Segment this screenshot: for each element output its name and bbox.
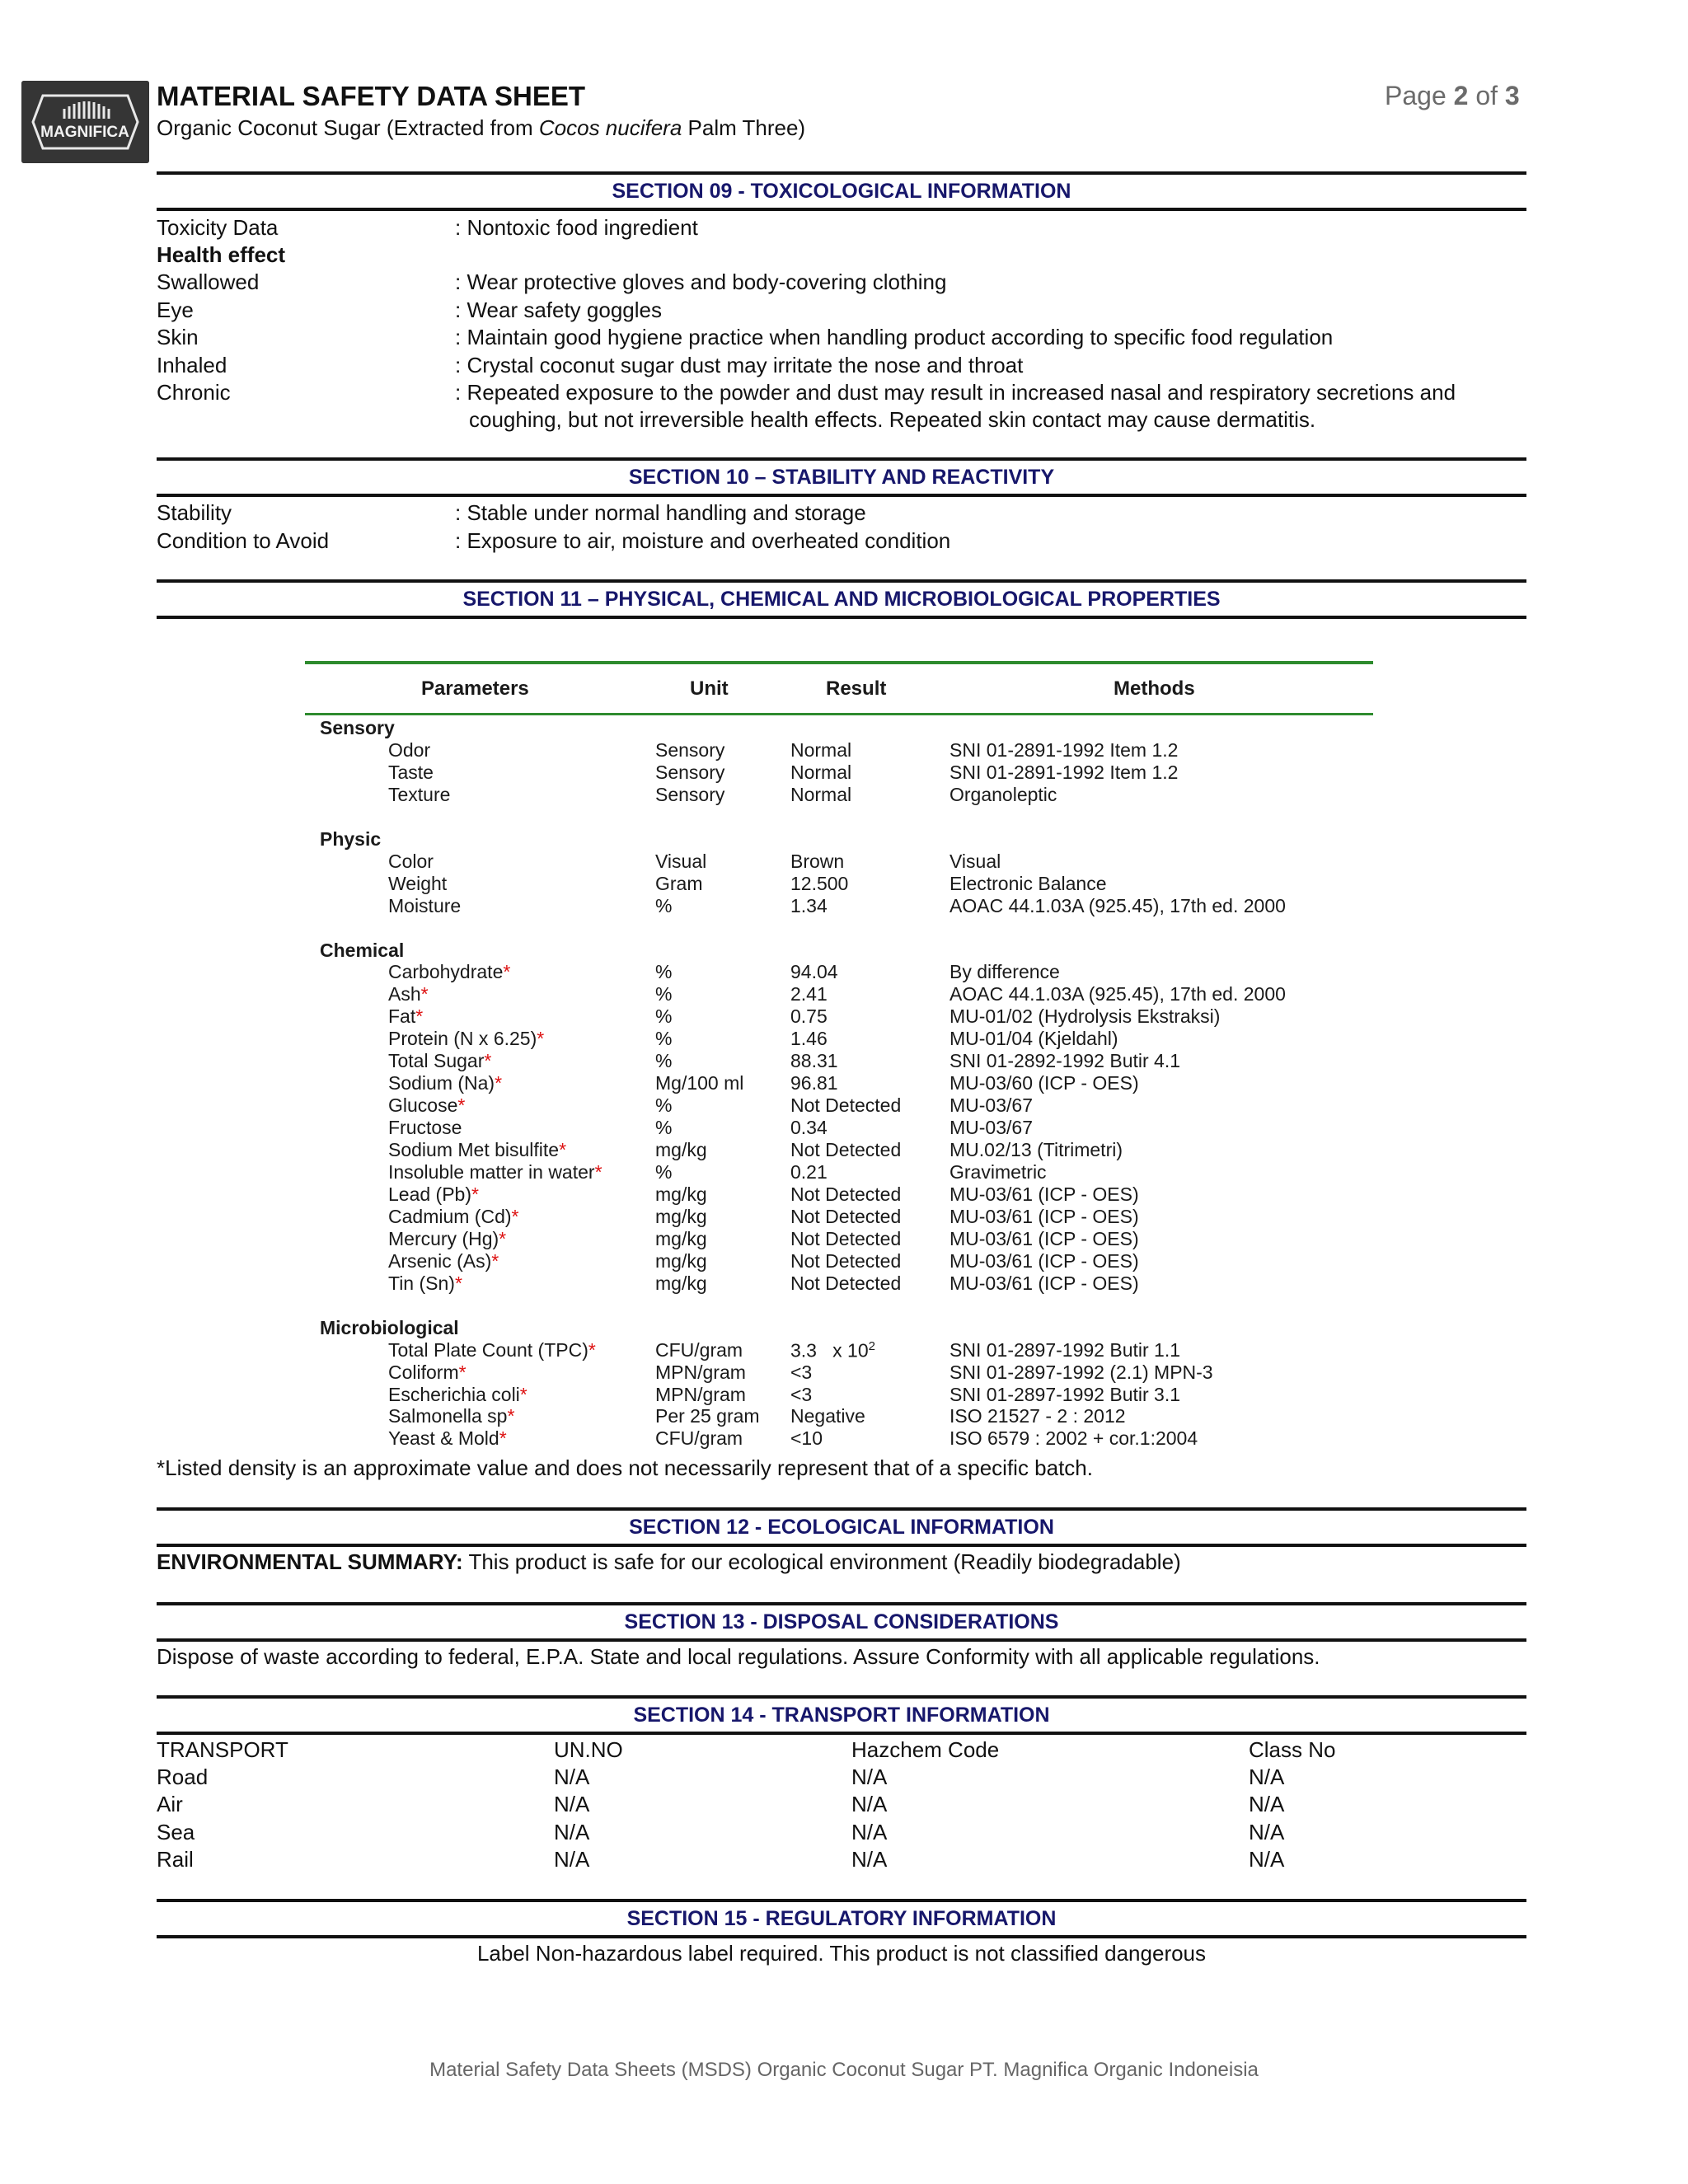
result-value: 2.41 [790, 983, 828, 1005]
environmental-summary-text: This product is safe for our ecological environment (Readily biodegradable) [462, 1549, 1181, 1574]
result-cell [790, 1272, 901, 1295]
transport-cell: N/A [554, 1792, 590, 1816]
asterisk-marker: * [588, 1338, 596, 1361]
svg-text:MAGNIFICA: MAGNIFICA [40, 124, 129, 141]
kv-label: Skin [157, 325, 199, 349]
unit-cell: mg/kg [655, 1205, 707, 1227]
unit-cell: % [655, 1005, 673, 1028]
result-cell [790, 1339, 875, 1362]
parameter-name: Sodium Met bisulfite [388, 1139, 560, 1161]
column-header-methods: Methods [1114, 677, 1195, 700]
unit-cell: CFU/gram [655, 1427, 743, 1450]
method-cell: SNI 01-2891-1992 Item 1.2 [950, 761, 1179, 783]
result-value: 0.34 [790, 1117, 828, 1139]
result-value: 94.04 [790, 961, 838, 983]
unit-cell: Sensory [655, 783, 725, 805]
result-value: Not Detected [790, 1205, 902, 1227]
unit-cell: % [655, 894, 673, 916]
method-cell: MU-03/60 (ICP - OES) [950, 1072, 1139, 1094]
result-value: <3 [790, 1361, 813, 1383]
parameter-cell [388, 1028, 544, 1050]
table-category-label: Physic [320, 827, 382, 850]
section-12-header: SECTION 12 - ECOLOGICAL INFORMATION [157, 1507, 1526, 1547]
method-cell: By difference [950, 961, 1060, 983]
parameter-name: Insoluble matter in water [388, 1161, 595, 1183]
transport-header: Class No [1249, 1737, 1336, 1762]
result-value: Not Detected [790, 1227, 902, 1249]
unit-cell: MPN/gram [655, 1383, 746, 1405]
parameter-cell [388, 1250, 499, 1272]
parameter-name: Moisture [388, 894, 462, 916]
result-value: 3.3 x 10 [790, 1339, 869, 1361]
result-cell [790, 961, 838, 983]
asterisk-marker: * [503, 961, 511, 983]
result-cell [790, 895, 828, 917]
method-cell: MU-01/02 (Hydrolysis Ekstraksi) [950, 1005, 1221, 1028]
column-header-result: Result [826, 677, 887, 700]
method-cell: MU-03/61 (ICP - OES) [950, 1183, 1139, 1205]
result-cell [790, 1250, 901, 1272]
method-cell: Visual [950, 850, 1001, 872]
result-cell [790, 1361, 812, 1384]
result-value: Normal [790, 738, 852, 761]
transport-cell: N/A [1249, 1792, 1285, 1816]
method-cell: AOAC 44.1.03A (925.45), 17th ed. 2000 [950, 894, 1286, 916]
parameter-cell [388, 1405, 514, 1427]
method-cell: Gravimetric [950, 1161, 1047, 1183]
parameter-cell [388, 1050, 491, 1072]
parameter-name: Texture [388, 783, 451, 805]
transport-header: UN.NO [554, 1737, 623, 1762]
asterisk-marker: * [484, 1050, 492, 1072]
parameter-name: Escherichia coli [388, 1383, 520, 1405]
result-cell [790, 1206, 901, 1228]
unit-cell: mg/kg [655, 1249, 707, 1272]
parameter-cell [388, 739, 430, 762]
result-value: <10 [790, 1427, 823, 1450]
parameter-name: Odor [388, 738, 431, 761]
method-cell: MU-03/61 (ICP - OES) [950, 1205, 1139, 1227]
parameter-cell [388, 983, 429, 1005]
transport-cell: Road [157, 1765, 209, 1789]
method-cell: SNI 01-2891-1992 Item 1.2 [950, 738, 1179, 761]
section-09-header: SECTION 09 - TOXICOLOGICAL INFORMATION [157, 171, 1526, 211]
asterisk-marker: * [495, 1072, 503, 1094]
table-category-label: Sensory [320, 717, 395, 738]
transport-cell: N/A [554, 1820, 590, 1844]
kv-value: : Stable under normal handling and storage [455, 500, 866, 525]
parameter-cell [388, 1384, 528, 1406]
parameter-cell [388, 784, 450, 806]
parameter-name: Coliform [388, 1361, 459, 1383]
result-value: 96.81 [790, 1072, 838, 1094]
result-exponent: 2 [868, 1338, 875, 1353]
asterisk-marker: * [415, 1005, 424, 1028]
kv-label: Swallowed [157, 269, 260, 294]
result-cell [790, 1161, 828, 1183]
unit-cell: Mg/100 ml [655, 1072, 744, 1094]
unit-cell: % [655, 983, 673, 1005]
transport-cell: N/A [851, 1847, 888, 1872]
kv-label: Eye [157, 298, 194, 322]
result-value: Not Detected [790, 1139, 902, 1161]
parameter-name: Carbohydrate [388, 961, 504, 983]
kv-value: : Exposure to air, moisture and overheated condition [455, 528, 951, 553]
asterisk-marker: * [471, 1183, 479, 1205]
parameter-cell [388, 1139, 566, 1161]
table-header-rule [305, 713, 1373, 715]
page-number: Page 2 of 3 [1385, 81, 1520, 110]
unit-cell: Sensory [655, 761, 725, 783]
method-cell: Electronic Balance [950, 872, 1107, 894]
column-header-unit: Unit [690, 677, 729, 700]
kv-label: Health effect [157, 242, 286, 267]
parameter-cell [388, 873, 447, 895]
method-cell: MU-03/61 (ICP - OES) [950, 1272, 1139, 1294]
transport-cell: N/A [1249, 1765, 1285, 1789]
density-note: *Listed density is an approximate value and does not necessarily represent that of a specific batch. [157, 1455, 1093, 1480]
result-value: 1.34 [790, 894, 828, 916]
asterisk-marker: * [519, 1383, 528, 1405]
parameter-cell [388, 895, 461, 917]
parameter-name: Fructose [388, 1117, 462, 1139]
method-cell: Organoleptic [950, 783, 1057, 805]
method-cell: SNI 01-2897-1992 Butir 1.1 [950, 1338, 1181, 1361]
disposal-text: Dispose of waste according to federal, E.P.A. State and local regulations. Assure Conformity with all applicable regulations. [157, 1644, 1320, 1669]
parameter-name: Salmonella sp [388, 1405, 508, 1427]
method-cell: SNI 01-2892-1992 Butir 4.1 [950, 1050, 1181, 1072]
unit-cell: % [655, 1094, 673, 1117]
method-cell: MU-01/04 (Kjeldahl) [950, 1028, 1118, 1050]
unit-cell: % [655, 1117, 673, 1139]
kv-label: Condition to Avoid [157, 528, 330, 553]
result-value: Normal [790, 783, 852, 805]
method-cell: ISO 21527 - 2 : 2012 [950, 1405, 1126, 1427]
result-cell [790, 873, 848, 895]
unit-cell: Visual [655, 850, 707, 872]
kv-label: Toxicity Data [157, 215, 279, 240]
result-cell [790, 1117, 828, 1139]
unit-cell: Gram [655, 872, 703, 894]
transport-cell: N/A [851, 1792, 888, 1816]
parameter-cell [388, 1427, 507, 1450]
parameter-cell [388, 1228, 506, 1250]
document-title: MATERIAL SAFETY DATA SHEET [157, 81, 586, 111]
kv-value: : Wear safety goggles [455, 298, 662, 322]
unit-cell: % [655, 1161, 673, 1183]
result-value: 0.75 [790, 1005, 828, 1028]
kv-value: : Repeated exposure to the powder and dust may result in increased nasal and respiratory secretions and [455, 380, 1456, 405]
transport-header: Hazchem Code [851, 1737, 1000, 1762]
parameter-name: Glucose [388, 1094, 458, 1117]
result-cell [790, 1005, 828, 1028]
unit-cell: % [655, 961, 673, 983]
section-13-header: SECTION 13 - DISPOSAL CONSIDERATIONS [157, 1602, 1526, 1642]
company-logo [21, 81, 149, 163]
result-value: Normal [790, 761, 852, 783]
transport-cell: Sea [157, 1820, 195, 1844]
regulatory-text: Label Non-hazardous label required. This product is not classified dangerous [476, 1941, 1207, 1966]
result-cell [790, 1228, 901, 1250]
result-cell [790, 1072, 838, 1094]
parameter-cell [388, 1361, 467, 1384]
parameter-name: Lead (Pb) [388, 1183, 472, 1205]
result-cell [790, 762, 851, 784]
method-cell: MU-03/61 (ICP - OES) [950, 1227, 1139, 1249]
table-top-rule [305, 661, 1373, 664]
asterisk-marker: * [511, 1205, 519, 1227]
result-cell [790, 1139, 901, 1161]
unit-cell: Per 25 gram [655, 1405, 760, 1427]
asterisk-marker: * [454, 1272, 462, 1294]
parameter-name: Color [388, 850, 434, 872]
result-value: 0.21 [790, 1161, 828, 1183]
asterisk-marker: * [457, 1094, 466, 1117]
unit-cell: CFU/gram [655, 1338, 743, 1361]
kv-label: Chronic [157, 380, 231, 405]
result-cell [790, 1384, 812, 1406]
asterisk-marker: * [559, 1139, 567, 1161]
parameter-name: Mercury (Hg) [388, 1227, 499, 1249]
kv-value-continued: coughing, but not irreversible health effects. Repeated skin contact may cause dermatitis. [469, 407, 1316, 432]
asterisk-marker: * [594, 1161, 603, 1183]
page-footer: Material Safety Data Sheets (MSDS) Organic Coconut Sugar PT. Magnifica Organic Indoneisia [429, 2059, 1259, 2081]
logo-emblem-icon [21, 81, 149, 163]
section-11-header: SECTION 11 – PHYSICAL, CHEMICAL AND MICROBIOLOGICAL PROPERTIES [157, 579, 1526, 619]
parameter-name: Sodium (Na) [388, 1072, 495, 1094]
result-value: Not Detected [790, 1094, 902, 1117]
result-cell [790, 1094, 901, 1117]
result-value: Not Detected [790, 1272, 902, 1294]
unit-cell: mg/kg [655, 1272, 707, 1294]
environmental-summary [157, 1549, 1181, 1575]
parameter-name: Weight [388, 872, 448, 894]
kv-value: : Crystal coconut sugar dust may irritate the nose and throat [455, 353, 1024, 377]
asterisk-marker: * [499, 1227, 507, 1249]
parameter-cell [388, 1272, 462, 1295]
result-cell [790, 739, 851, 762]
parameter-cell [388, 1005, 423, 1028]
result-value: Brown [790, 850, 845, 872]
transport-cell: N/A [851, 1820, 888, 1844]
parameter-cell [388, 1161, 603, 1183]
parameter-cell [388, 1072, 502, 1094]
section-15-header: SECTION 15 - REGULATORY INFORMATION [157, 1899, 1526, 1938]
method-cell: AOAC 44.1.03A (925.45), 17th ed. 2000 [950, 983, 1286, 1005]
result-cell [790, 1183, 901, 1206]
parameter-cell [388, 1339, 596, 1361]
parameter-name: Cadmium (Cd) [388, 1205, 512, 1227]
asterisk-marker: * [499, 1427, 507, 1450]
transport-cell: N/A [851, 1765, 888, 1789]
unit-cell: MPN/gram [655, 1361, 746, 1383]
method-cell: MU.02/13 (Titrimetri) [950, 1139, 1123, 1161]
parameter-cell [388, 851, 434, 873]
section-10-header: SECTION 10 – STABILITY AND REACTIVITY [157, 457, 1526, 497]
result-value: <3 [790, 1383, 813, 1405]
unit-cell: % [655, 1028, 673, 1050]
unit-cell: mg/kg [655, 1183, 707, 1205]
result-value: 12.500 [790, 872, 849, 894]
transport-cell: N/A [1249, 1847, 1285, 1872]
kv-label: Inhaled [157, 353, 227, 377]
parameter-name: Arsenic (As) [388, 1249, 492, 1272]
result-cell [790, 1405, 865, 1427]
table-category-label: Chemical [320, 939, 405, 961]
transport-cell: N/A [554, 1765, 590, 1789]
environmental-summary-label: ENVIRONMENTAL SUMMARY: [157, 1549, 463, 1574]
result-value: Not Detected [790, 1249, 902, 1272]
transport-cell: N/A [1249, 1820, 1285, 1844]
parameter-cell [388, 762, 434, 784]
parameter-cell [388, 1094, 465, 1117]
result-value: 88.31 [790, 1050, 838, 1072]
unit-cell: mg/kg [655, 1227, 707, 1249]
asterisk-marker: * [537, 1028, 545, 1050]
parameter-name: Tin (Sn) [388, 1272, 455, 1294]
result-cell [790, 1028, 828, 1050]
result-value: Negative [790, 1405, 865, 1427]
asterisk-marker: * [420, 983, 429, 1005]
transport-cell: N/A [554, 1847, 590, 1872]
asterisk-marker: * [458, 1361, 467, 1383]
unit-cell: % [655, 1050, 673, 1072]
kv-value: : Wear protective gloves and body-covering clothing [455, 269, 947, 294]
result-cell [790, 784, 851, 806]
method-cell: SNI 01-2897-1992 Butir 3.1 [950, 1383, 1181, 1405]
parameter-cell [388, 1117, 462, 1139]
result-value: 1.46 [790, 1028, 828, 1050]
column-header-parameters: Parameters [421, 677, 529, 700]
parameter-name: Fat [388, 1005, 416, 1028]
unit-cell: mg/kg [655, 1139, 707, 1161]
result-cell [790, 851, 844, 873]
section-14-header: SECTION 14 - TRANSPORT INFORMATION [157, 1695, 1526, 1735]
parameter-cell [388, 961, 510, 983]
method-cell: MU-03/67 [950, 1094, 1033, 1117]
result-value: Not Detected [790, 1183, 902, 1205]
result-cell [790, 1427, 823, 1450]
parameter-name: Total Plate Count (TPC) [388, 1338, 588, 1361]
parameter-name: Total Sugar [388, 1050, 485, 1072]
parameter-name: Ash [388, 983, 421, 1005]
transport-cell: Rail [157, 1847, 194, 1872]
asterisk-marker: * [507, 1405, 515, 1427]
document-subtitle: Organic Coconut Sugar (Extracted from Cocos nucifera Palm Three) [157, 115, 806, 140]
kv-label: Stability [157, 500, 232, 525]
table-category-label: Microbiological [320, 1316, 459, 1338]
method-cell: MU-03/67 [950, 1117, 1033, 1139]
kv-value: : Maintain good hygiene practice when handling product according to specific food regulation [455, 325, 1334, 349]
unit-cell: Sensory [655, 738, 725, 761]
kv-value: : Nontoxic food ingredient [455, 215, 698, 240]
result-cell [790, 983, 828, 1005]
result-cell [790, 1050, 838, 1072]
asterisk-marker: * [491, 1249, 499, 1272]
transport-header: TRANSPORT [157, 1737, 288, 1762]
method-cell: SNI 01-2897-1992 (2.1) MPN-3 [950, 1361, 1213, 1383]
parameter-name: Taste [388, 761, 434, 783]
method-cell: ISO 6579 : 2002 + cor.1:2004 [950, 1427, 1198, 1450]
parameter-name: Yeast & Mold [388, 1427, 499, 1450]
parameter-cell [388, 1183, 479, 1206]
method-cell: MU-03/61 (ICP - OES) [950, 1249, 1139, 1272]
parameter-name: Protein (N x 6.25) [388, 1028, 537, 1050]
parameter-cell [388, 1206, 518, 1228]
transport-cell: Air [157, 1792, 183, 1816]
